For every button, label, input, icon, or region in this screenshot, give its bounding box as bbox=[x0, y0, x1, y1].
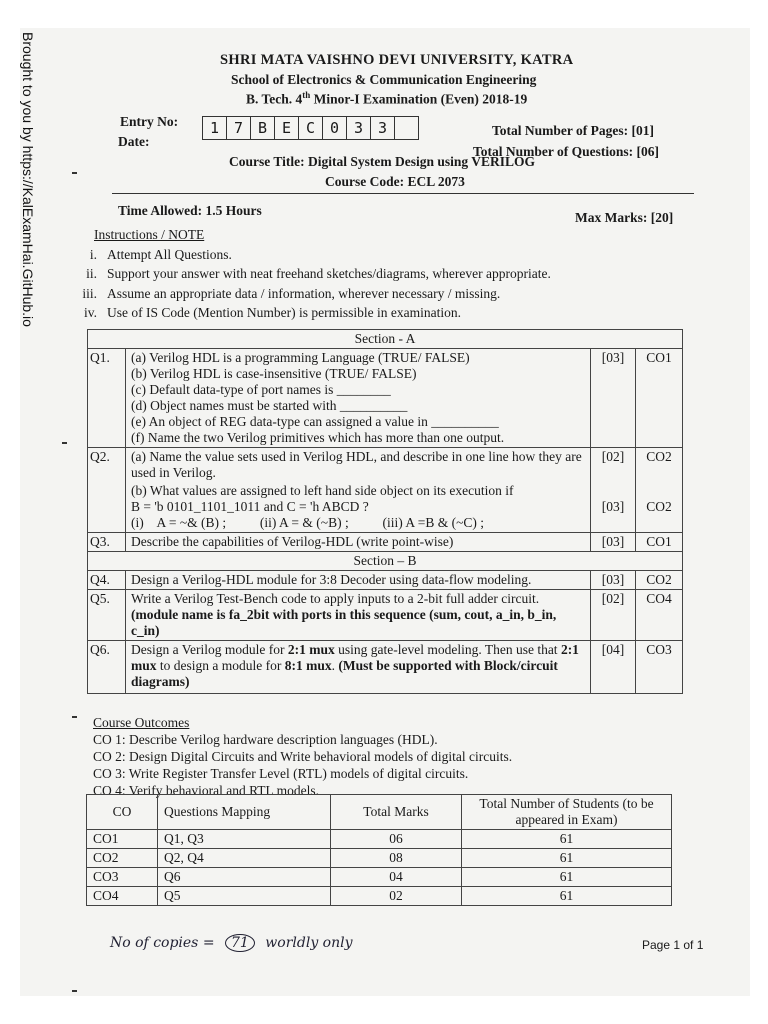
time-allowed: Time Allowed: 1.5 Hours bbox=[118, 203, 262, 218]
table-cell: Q1, Q3 bbox=[158, 830, 331, 849]
question-number: Q4. bbox=[88, 571, 126, 590]
circled-number: 71 bbox=[225, 934, 255, 952]
page-number: Page 1 of 1 bbox=[642, 938, 704, 952]
question-text: (a) Verilog HDL is a programming Language (TRUE/ FALSE) (b) Verilog HDL is case-insensitive (TRUE/ FALSE) (c) Default data-type of port names is ________ (d) Object names must be started with __________ (e) An object of REG data-type can assigned a value in __________ (f) Name the two Verilog primitives which has more than one output. bbox=[126, 349, 591, 448]
question-row-q1 bbox=[88, 349, 683, 448]
question-number: Q5. bbox=[88, 590, 126, 641]
page-mark bbox=[72, 990, 77, 992]
table-cell: 61 bbox=[462, 887, 672, 906]
table-cell: 06 bbox=[331, 830, 462, 849]
marks-cell: [03] bbox=[591, 571, 636, 590]
table-cell: 08 bbox=[331, 849, 462, 868]
co-cell: CO1 bbox=[636, 349, 683, 448]
outcome-item: CO 4: Verify behavioral and RTL models. bbox=[93, 783, 320, 798]
question-row-q2b bbox=[88, 482, 683, 533]
entry-char-box: 1 bbox=[203, 117, 227, 139]
entry-char-box: 3 bbox=[347, 117, 371, 139]
question-number: Q3. bbox=[88, 533, 126, 552]
page-mark bbox=[72, 172, 77, 174]
outcome-item: CO 3: Write Register Transfer Level (RTL) models of digital circuits. bbox=[93, 766, 469, 781]
course-title: Course Title: Digital System Design using VERILOG bbox=[229, 154, 536, 169]
table-row bbox=[87, 868, 672, 887]
instruction-item: i. Attempt All Questions. bbox=[89, 247, 232, 262]
instruction-item: iii. Assume an appropriate data / information, wherever necessary / missing. bbox=[82, 286, 501, 301]
question-number: Q6. bbox=[88, 641, 126, 694]
page-mark bbox=[72, 716, 77, 718]
co-cell: CO2 bbox=[636, 571, 683, 590]
co-cell: CO1 bbox=[636, 533, 683, 552]
table-cell: CO4 bbox=[87, 887, 158, 906]
entry-char-box: B bbox=[251, 117, 275, 139]
entry-label: Entry No: bbox=[120, 114, 179, 129]
course-code: Course Code: ECL 2073 bbox=[325, 174, 465, 189]
outcomes-heading: Course Outcomes bbox=[93, 715, 190, 730]
entry-char-box: 3 bbox=[371, 117, 395, 139]
question-text: Write a Verilog Test-Bench code to apply inputs to a 2-bit full adder circuit. (module name is fa_2bit with ports in this sequence (sum, cout, a_in, b_in, c_in) bbox=[126, 590, 591, 641]
table-header-row bbox=[87, 795, 672, 830]
table-cell: 61 bbox=[462, 849, 672, 868]
total-pages: Total Number of Pages: [01] bbox=[492, 123, 654, 138]
marks-cell: [04] bbox=[591, 641, 636, 694]
section-a-heading: Section - A bbox=[88, 330, 683, 349]
question-row-q2a bbox=[88, 448, 683, 483]
table-cell: CO2 bbox=[87, 849, 158, 868]
table-cell: 02 bbox=[331, 887, 462, 906]
marks-cell: [02] bbox=[591, 448, 636, 483]
table-cell: Q2, Q4 bbox=[158, 849, 331, 868]
question-text: Describe the capabilities of Verilog-HDL (write point-wise) bbox=[126, 533, 591, 552]
table-row bbox=[87, 887, 672, 906]
university-name: SHRI MATA VAISHNO DEVI UNIVERSITY, KATRA bbox=[220, 52, 574, 68]
question-row-q6 bbox=[88, 641, 683, 694]
page-mark bbox=[62, 442, 67, 444]
question-text: Design a Verilog-HDL module for 3:8 Decoder using data-flow modeling. bbox=[126, 571, 591, 590]
column-header: Total Number of Students (to be appeared in Exam) bbox=[462, 795, 672, 830]
entry-char-box: 7 bbox=[227, 117, 251, 139]
entry-char-box: C bbox=[299, 117, 323, 139]
question-text: (b) What values are assigned to left hand side object on its execution if B = 'b 0101_1101_1011 and C = 'h ABCD ? (i) A = ~& (B) ; (ii) A = & (~B) ; (iii) A =B & (~C) ; bbox=[126, 482, 591, 533]
table-cell: 61 bbox=[462, 868, 672, 887]
co-mapping-table bbox=[86, 794, 672, 906]
question-number: Q2. bbox=[88, 448, 126, 533]
marks-cell: [02] bbox=[591, 590, 636, 641]
column-header: Questions Mapping bbox=[158, 795, 331, 830]
question-row-q5 bbox=[88, 590, 683, 641]
table-cell: 61 bbox=[462, 830, 672, 849]
column-header: CO bbox=[87, 795, 158, 830]
column-header: Total Marks bbox=[331, 795, 462, 830]
course-outcomes bbox=[93, 714, 512, 799]
instruction-item: ii. Support your answer with neat freehand sketches/diagrams, wherever appropriate. bbox=[86, 266, 551, 281]
table-row bbox=[87, 849, 672, 868]
question-text: (a) Name the value sets used in Verilog HDL, and describe in one line how they are used in Verilog. bbox=[126, 448, 591, 483]
entry-char-box: 0 bbox=[323, 117, 347, 139]
total-questions: Total Number of Questions: [06] bbox=[473, 144, 660, 159]
question-text: Design a Verilog module for 2:1 mux using gate-level modeling. Then use that 2:1 mux to design a module for 8:1 mux. (Must be supported with Block/circuit diagrams) bbox=[126, 641, 591, 694]
table-cell: CO1 bbox=[87, 830, 158, 849]
outcome-item: CO 2: Design Digital Circuits and Write behavioral models of digital circuits. bbox=[93, 749, 513, 764]
school-name: School of Electronics & Communication Engineering bbox=[231, 72, 537, 87]
marks-cell: [03] bbox=[591, 533, 636, 552]
table-row bbox=[87, 830, 672, 849]
instructions-heading: Instructions / NOTE bbox=[94, 227, 205, 242]
entry-number-boxes bbox=[202, 116, 419, 140]
question-number: Q1. bbox=[88, 349, 126, 448]
instruction-item: iv. Use of IS Code (Mention Number) is permissible in examination. bbox=[84, 305, 461, 320]
handwritten-note: No of copies = 71 worldly only bbox=[110, 935, 353, 951]
header-divider bbox=[112, 193, 694, 194]
max-marks: Max Marks: [20] bbox=[575, 210, 674, 225]
entry-char-box bbox=[395, 117, 418, 139]
co-cell: CO4 bbox=[636, 590, 683, 641]
questions-table bbox=[87, 329, 683, 694]
question-row-q3 bbox=[88, 533, 683, 552]
question-row-q4 bbox=[88, 571, 683, 590]
marks-cell: [03] bbox=[591, 349, 636, 448]
section-b-row bbox=[88, 552, 683, 571]
table-cell: Q6 bbox=[158, 868, 331, 887]
table-cell: 04 bbox=[331, 868, 462, 887]
marks-cell: [03] bbox=[591, 482, 636, 533]
exam-name: B. Tech. 4th Minor-I Examination (Even) 2018-19 bbox=[246, 90, 528, 107]
co-cell: CO3 bbox=[636, 641, 683, 694]
date-label: Date: bbox=[118, 134, 150, 149]
table-cell: CO3 bbox=[87, 868, 158, 887]
co-cell: CO2 bbox=[636, 448, 683, 483]
watermark-text: Brought to you by https://KalExamHai.GitHub.io bbox=[20, 32, 36, 327]
section-a-row bbox=[88, 330, 683, 349]
outcome-item: CO 1: Describe Verilog hardware description languages (HDL). bbox=[93, 732, 438, 747]
co-cell: CO2 bbox=[636, 482, 683, 533]
table-cell: Q5 bbox=[158, 887, 331, 906]
section-b-heading: Section – B bbox=[88, 552, 683, 571]
entry-char-box: E bbox=[275, 117, 299, 139]
